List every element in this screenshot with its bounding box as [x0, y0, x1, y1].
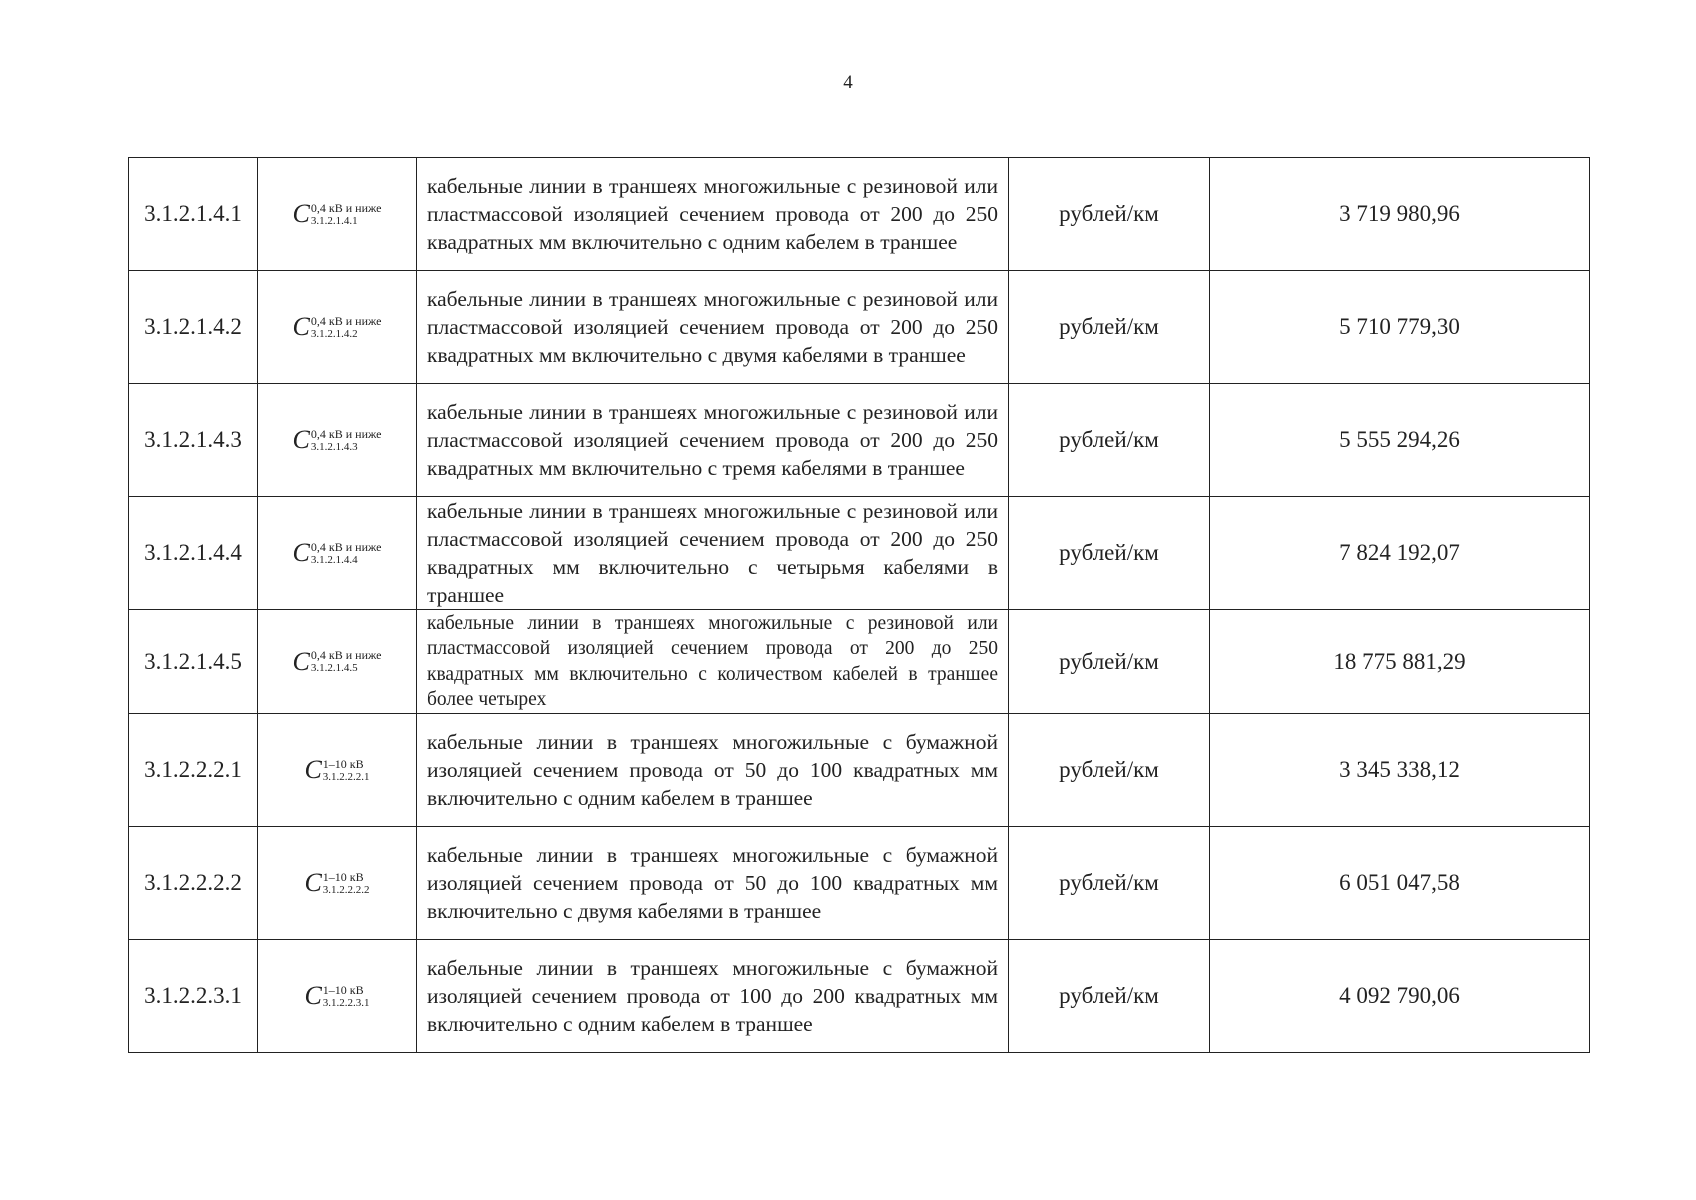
row-unit: рублей/км — [1009, 610, 1210, 714]
row-value: 3 345 338,12 — [1210, 714, 1590, 827]
table-row — [129, 940, 1590, 1053]
table-row — [129, 384, 1590, 497]
rate-symbol — [258, 827, 417, 940]
table-row — [129, 271, 1590, 384]
row-code: 3.1.2.1.4.4 — [129, 497, 258, 610]
row-unit: рублей/км — [1009, 497, 1210, 610]
table-row — [129, 714, 1590, 827]
formula-superscript: 0,4 кВ и ниже — [310, 313, 382, 328]
formula-superscript: 1–10 кВ — [322, 869, 364, 884]
row-unit: рублей/км — [1009, 714, 1210, 827]
rate-symbol — [258, 384, 417, 497]
rate-formula — [293, 427, 382, 454]
formula-subscript: 3.1.2.1.4.1 — [310, 214, 358, 227]
formula-superscript: 0,4 кВ и ниже — [310, 426, 382, 441]
rates-table — [128, 157, 1590, 1053]
row-description: кабельные линии в траншеях многожильные с бумажной изоляцией сечением провода от 50 до 100 квадратных мм включительно с двумя кабелями в траншее — [417, 827, 1009, 940]
row-value: 6 051 047,58 — [1210, 827, 1590, 940]
formula-subscript: 3.1.2.1.4.2 — [310, 327, 358, 340]
row-value: 18 775 881,29 — [1210, 610, 1590, 714]
formula-base: C — [292, 425, 310, 454]
row-code: 3.1.2.2.2.2 — [129, 827, 258, 940]
formula-base: C — [304, 981, 322, 1010]
row-code: 3.1.2.1.4.2 — [129, 271, 258, 384]
row-value: 7 824 192,07 — [1210, 497, 1590, 610]
formula-base: C — [304, 868, 322, 897]
rate-formula — [304, 757, 369, 784]
formula-subscript: 3.1.2.1.4.3 — [310, 440, 358, 453]
formula-subscript: 3.1.2.1.4.4 — [310, 553, 358, 566]
formula-base: C — [292, 199, 310, 228]
formula-base: C — [292, 646, 310, 676]
rate-formula — [293, 648, 382, 675]
formula-subscript: 3.1.2.2.2.1 — [322, 770, 370, 783]
row-code: 3.1.2.2.2.1 — [129, 714, 258, 827]
row-description: кабельные линии в траншеях многожильные с резиновой или пластмассовой изоляцией сечением провода от 200 до 250 квадратных мм включительно с двумя кабелями в траншее — [417, 271, 1009, 384]
row-unit: рублей/км — [1009, 271, 1210, 384]
row-value: 3 719 980,96 — [1210, 158, 1590, 271]
formula-superscript: 1–10 кВ — [322, 982, 364, 997]
formula-subscript: 3.1.2.2.3.1 — [322, 996, 370, 1009]
rate-formula — [293, 201, 382, 228]
row-code: 3.1.2.1.4.3 — [129, 384, 258, 497]
rate-formula — [304, 870, 369, 897]
table-row — [129, 827, 1590, 940]
row-description: кабельные линии в траншеях многожильные с резиновой или пластмассовой изоляцией сечением провода от 200 до 250 квадратных мм включительно с четырьмя кабелями в траншее — [417, 497, 1009, 610]
row-description: кабельные линии в траншеях многожильные с резиновой или пластмассовой изоляцией сечением провода от 200 до 250 квадратных мм включительно с количеством кабелей в траншее более четырех — [417, 610, 1009, 714]
row-value: 5 555 294,26 — [1210, 384, 1590, 497]
rate-symbol — [258, 714, 417, 827]
row-code: 3.1.2.1.4.1 — [129, 158, 258, 271]
rate-symbol — [258, 158, 417, 271]
row-code: 3.1.2.2.3.1 — [129, 940, 258, 1053]
rate-formula — [293, 314, 382, 341]
table-row — [129, 158, 1590, 271]
row-description: кабельные линии в траншеях многожильные с бумажной изоляцией сечением провода от 50 до 100 квадратных мм включительно с одним кабелем в траншее — [417, 714, 1009, 827]
row-value: 4 092 790,06 — [1210, 940, 1590, 1053]
table-row — [129, 497, 1590, 610]
formula-superscript: 0,4 кВ и ниже — [310, 539, 382, 554]
row-description: кабельные линии в траншеях многожильные с резиновой или пластмассовой изоляцией сечением провода от 200 до 250 квадратных мм включительно с тремя кабелями в траншее — [417, 384, 1009, 497]
formula-superscript: 1–10 кВ — [322, 756, 364, 771]
formula-base: C — [304, 755, 322, 784]
formula-superscript: 0,4 кВ и ниже — [310, 200, 382, 215]
row-value: 5 710 779,30 — [1210, 271, 1590, 384]
rate-formula — [293, 540, 382, 567]
row-description: кабельные линии в траншеях многожильные с резиновой или пластмассовой изоляцией сечением провода от 200 до 250 квадратных мм включительно с одним кабелем в траншее — [417, 158, 1009, 271]
formula-base: C — [292, 538, 310, 567]
rate-symbol — [258, 271, 417, 384]
row-unit: рублей/км — [1009, 158, 1210, 271]
formula-subscript: 3.1.2.2.2.2 — [322, 883, 370, 896]
row-unit: рублей/км — [1009, 384, 1210, 497]
row-unit: рублей/км — [1009, 940, 1210, 1053]
formula-subscript: 3.1.2.1.4.5 — [310, 662, 358, 674]
rate-symbol — [258, 497, 417, 610]
table-row — [129, 610, 1590, 714]
row-code: 3.1.2.1.4.5 — [129, 610, 258, 714]
rate-symbol — [258, 940, 417, 1053]
formula-base: C — [292, 312, 310, 341]
row-description: кабельные линии в траншеях многожильные с бумажной изоляцией сечением провода от 100 до 200 квадратных мм включительно с одним кабелем в траншее — [417, 940, 1009, 1053]
rate-formula — [304, 983, 369, 1010]
page-number: 4 — [843, 72, 853, 93]
row-unit: рублей/км — [1009, 827, 1210, 940]
formula-superscript: 0,4 кВ и ниже — [310, 648, 382, 662]
rate-symbol — [258, 610, 417, 714]
